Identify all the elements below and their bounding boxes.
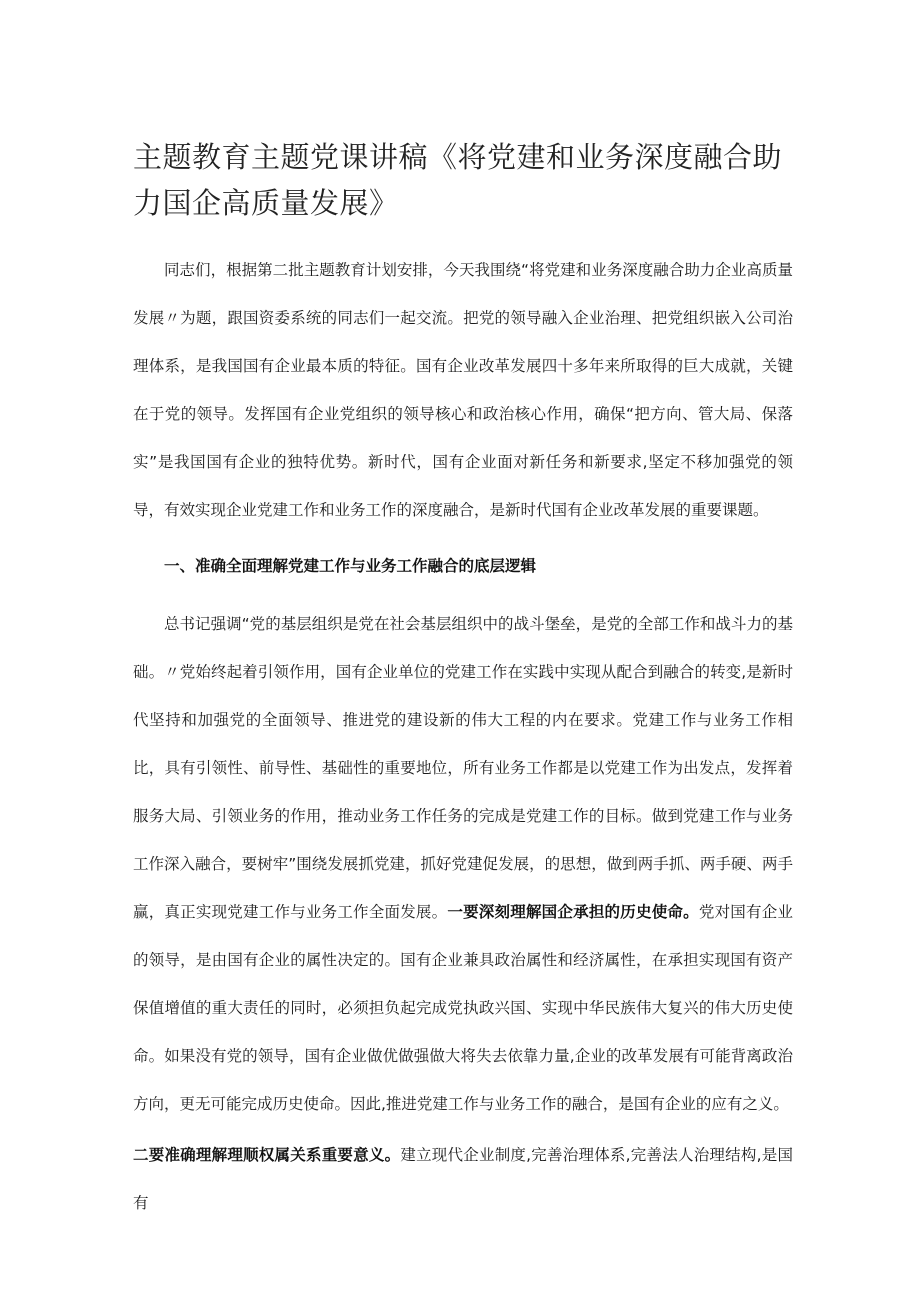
paragraph-bold-lead: 二要准确理解理顺权属关系重要意义。 [133,1146,401,1164]
document-title: 主题教育主题党课讲稿《将党建和业务深度融合助力国企高质量发展》 [133,140,783,220]
paragraph-underlying-logic [133,600,793,1128]
paragraph-text: 总书记强调“党的基层组织是党在社会基层组织中的战斗堡垒，是党的全部工作和战斗力的基础。〃党始终起着引领作用，国有企业单位的党建工作在实践中实现从配合到融合的转变,是新时代坚持和加强党的全面领导、推进党的建设新的伟大工程的内在要求。党建工作与业务工作相比，具有引领性、前导性、基础性的重要地位，所有业务工作都是以党建工作为出发点，发挥着服务大局、引领业务的作用，推动业务工作任务的完成是党建工作的目标。做到党建工作与业务工作深入融合，要树牢”围绕发展抓党建，抓好党建促发展，的思想，做到两手抓、两手硬、两手赢，真正实现党建工作与业务工作全面发展。 [133,615,793,921]
paragraph-text: 党对国有企业的领导，是由国有企业的属性决定的。国有企业兼具政治属性和经济属性，在承担实现国有资产保值增值的重大责任的同时，必须担负起完成党执政兴国、实现中华民族伟大复兴的伟大历史使命。如果没有党的领导，国有企业做优做强做大将失去依靠力量,企业的改革发展有可能背离政治方向，更无可能完成历史使命。因此,推进党建工作与业务工作的融合，是国有企业的应有之义。 [133,903,793,1113]
paragraph-bold-lead: 一要深刻理解国企承担的历史使命。 [447,903,699,921]
paragraph-intro: 同志们，根据第二批主题教育计划安排，今天我围绕“将党建和业务深度融合助力企业高质量发展〃为题，跟国资委系统的同志们一起交流。把党的领导融入企业治理、把党组织嵌入公司治理体系，是我国国有企业最本质的特征。国有企业改革发展四十多年来所取得的巨大成就，关键在于党的领导。发挥国有企业党组织的领导核心和政治核心作用，确保“把方向、管大局、保落实”是我国国有企业的独特优势。新时代，国有企业面对新任务和新要求,坚定不移加强党的领导，有效实现企业党建工作和业务工作的深度融合，是新时代国有企业改革发展的重要课题。 [133,261,793,519]
section-heading-1: 一、准确全面理解党建工作与业务工作融合的底层逻辑 [164,557,537,575]
paragraph-text: 建立现代企业制度,完善治理体系,完善法人治理结构,是国有 [133,1146,793,1212]
paragraph-ownership [133,1131,793,1227]
